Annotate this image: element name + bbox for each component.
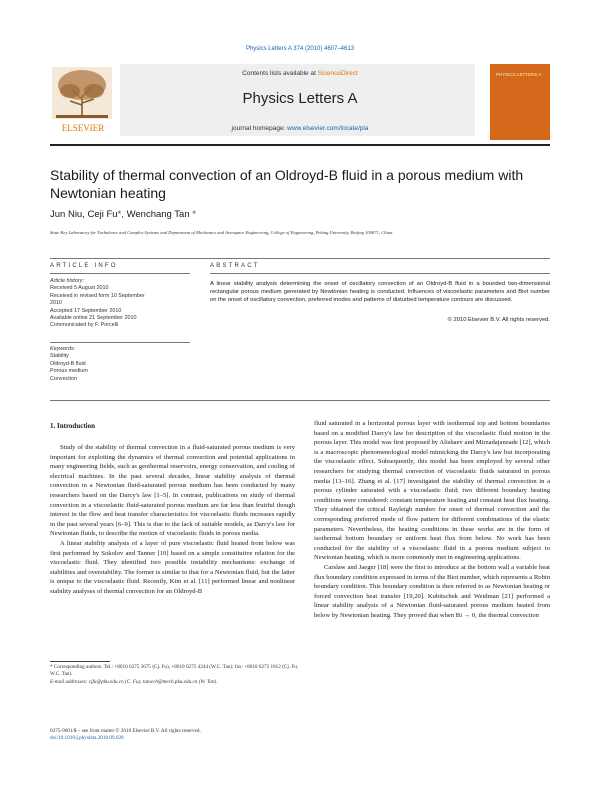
doi-link[interactable]: doi:10.1016/j.physleta.2010.09.028 [50,735,124,742]
homepage-link[interactable]: www.elsevier.com/locate/pla [287,125,369,132]
journal-homepage [50,125,550,132]
journal-cover-thumbnail [490,64,550,140]
history-item: 2010 [50,300,62,307]
corresponding-author-mark[interactable]: * [189,209,196,220]
homepage-prefix: journal homepage: [231,125,288,132]
issn-line: 0375-9601/$ – see front matter © 2010 Elsevier B.V. All rights reserved. [50,728,201,734]
article-title: Stability of thermal convection of an Oldroyd-B fluid in a porous medium with Newtonian heating [50,167,524,201]
sciencedirect-link[interactable]: ScienceDirect [317,70,358,77]
paragraph: Study of the stability of thermal convection in a fluid-saturated porous medium is very important for exploiting the dynamics of thermal convection and potential applications in many engineering fields, such as geothermal reservoirs, energy conservation, and cooling of electrical machines. In the past several decades, linear stability analysis of thermal convection in a Newtonian fluid-saturated porous medium has been conducted by many researchers based on the Darcy's law [1–5]. In contrast, publications on study of thermal convection in a viscoelastic fluid-saturated porous medium are far less than fruitful though interest in the flow and heat transfer characteristics for viscoelastic fluids increases rapidly in the past several years [6–9]. This is due to the lack of suitable models, as Darcy's law for Newtonian fluids, to describe the motion of viscoelastic fluids in porous media. [50,444,295,538]
divider [50,342,190,343]
keyword: Convection [50,375,77,382]
history-item: Received 5 August 2010 [50,285,109,292]
abstract-heading: ABSTRACT [210,263,260,269]
body-left-column [50,443,295,597]
author-name: Jun Niu, [50,209,88,220]
section-title: 1. Introduction [50,422,95,430]
paragraph: A linear stability analysis of a layer of pure viscoelastic fluid heated from below was first performed by Sokolov and Tanner [10] based on a simple constitutive relation for the viscoelastic fluid. They identified two possible instability mechanisms: exchange of stabilities and overstability. The former is similar to that for a Newtonian fluid, but the latter is unique to the viscoelastic fluid. Recently, Kim et al. [11] performed linear and nonlinear stability analyses of thermal convection for an Oldroyd-B [50,539,295,595]
footnote-corresponding: * Corresponding authors. Tel.: +8610 6275 3675 (Cj. Fu), +8610 6275 4244 (W.C. Tan); fax: +8610 6275 1812 (Cj. Fu, W.C. Tan). [50,664,299,678]
abstract-text: A linear stability analysis determining the onset of oscillatory convection of an Oldroyd-B fluid in a bounded two-dimensional rectangular porous medium generated by Newtonian heating is conducted. Influences of viscoelastic parameters and Biot number on the onset of oscillatory convection, preferred modes and patterns of disturbed temperature contours are discussed. [210,281,550,304]
history-item: Received in revised form 10 September [50,292,145,299]
paragraph: fluid saturated in a horizontal porous layer with isothermal top and bottom boundaries based on a modified Darcy's law for description of the viscoelastic fluid motion in the porous layer. This model was first proposed by Alishaev and Mirzadajanzade [12], which is a macroscopic phenomenological model mimicking the Darcy's law but incorporating the viscoelastic effect. Subsequently, this model has been employed by several other researchers for studying thermal convection of viscoelastic fluids saturated in porous media [13–16]. Zhang et al. [17] investigated the stability of thermal convection in a porous cylinder saturated with a viscoelastic fluid; two different boundary heating conditions were considered: constant temperature heating and constant heat flux heating. They obtained the critical Rayleigh number for onset of thermal convection and the corresponding preferred mode of flow pattern for different combinations of the elastic parameters. Nevertheless, the heating conditions in these works are in the form of isothermal bottom boundary or uniform heat flux from below. No work has been conducted for the stability of a viscoelastic fluid in a porous medium subject to Newtonian heating, which is more commonly met in engineering applications. [314,420,550,562]
history-item: Communicated by F. Porcelli [50,322,119,329]
divider [50,258,550,259]
keyword: Porous medium [50,368,88,375]
publisher-name: ELSEVIER [61,123,105,133]
paragraph: Carslaw and Jaeger [18] were the first to introduce at the bottom wall a variable heat flux boundary condition expressed in terms of the Biot number, which represents a Robin boundary condition. This boundary condition is then referred to as Newtonian heating or forced convection heat transfer [19,20]. Kubitschek and Weidman [21] performed a linear stability analysis of a Newtonian fluid-saturated porous medium heated from below by Newtonian heating. They proved that when Bi → 0, the thermal convection [314,563,550,619]
keywords-label: Keywords: [50,346,76,352]
cover-title: PHYSICS LETTERS A [496,72,542,77]
page-footer [50,728,201,743]
footnote-rule [50,661,110,662]
keyword: Oldroyd-B fluid [50,360,86,367]
contents-prefix: Contents lists available at [242,70,318,77]
keywords [50,346,200,383]
author-list [50,209,196,220]
article-history [50,278,200,330]
journal-header [50,60,550,142]
footnote [50,664,300,686]
history-label: Article history: [50,278,84,284]
contents-line [50,70,550,77]
article-info-heading: ARTICLE INFO [50,263,118,269]
corresponding-author-mark[interactable]: *, [117,209,127,220]
author-name: Wenchang Tan [126,209,190,220]
affiliation: State Key Laboratory for Turbulence and Complex Systems and Department of Mechanics and Aerospace Engineering, College of Engineering, Peking University, Beijing 100871, China [50,230,393,235]
header-rule [50,144,550,146]
history-item: Available online 21 September 2010 [50,315,137,322]
history-item: Accepted 17 September 2010 [50,307,122,314]
author-name: Ceji Fu [87,209,118,220]
footnote-email[interactable]: E-mail addresses: cjfu@pku.edu.cn (C. Fu), tanwch@mech.pku.edu.cn (W. Tan). [50,678,218,685]
divider [50,273,190,274]
journal-title: Physics Letters A [242,90,358,107]
divider [50,400,550,401]
keyword: Stability [50,353,69,360]
divider [210,273,550,274]
copyright: © 2010 Elsevier B.V. All rights reserved. [447,317,550,323]
body-right-column [314,419,550,620]
journal-citation[interactable]: Physics Letters A 374 (2010) 4607–4613 [245,46,355,52]
